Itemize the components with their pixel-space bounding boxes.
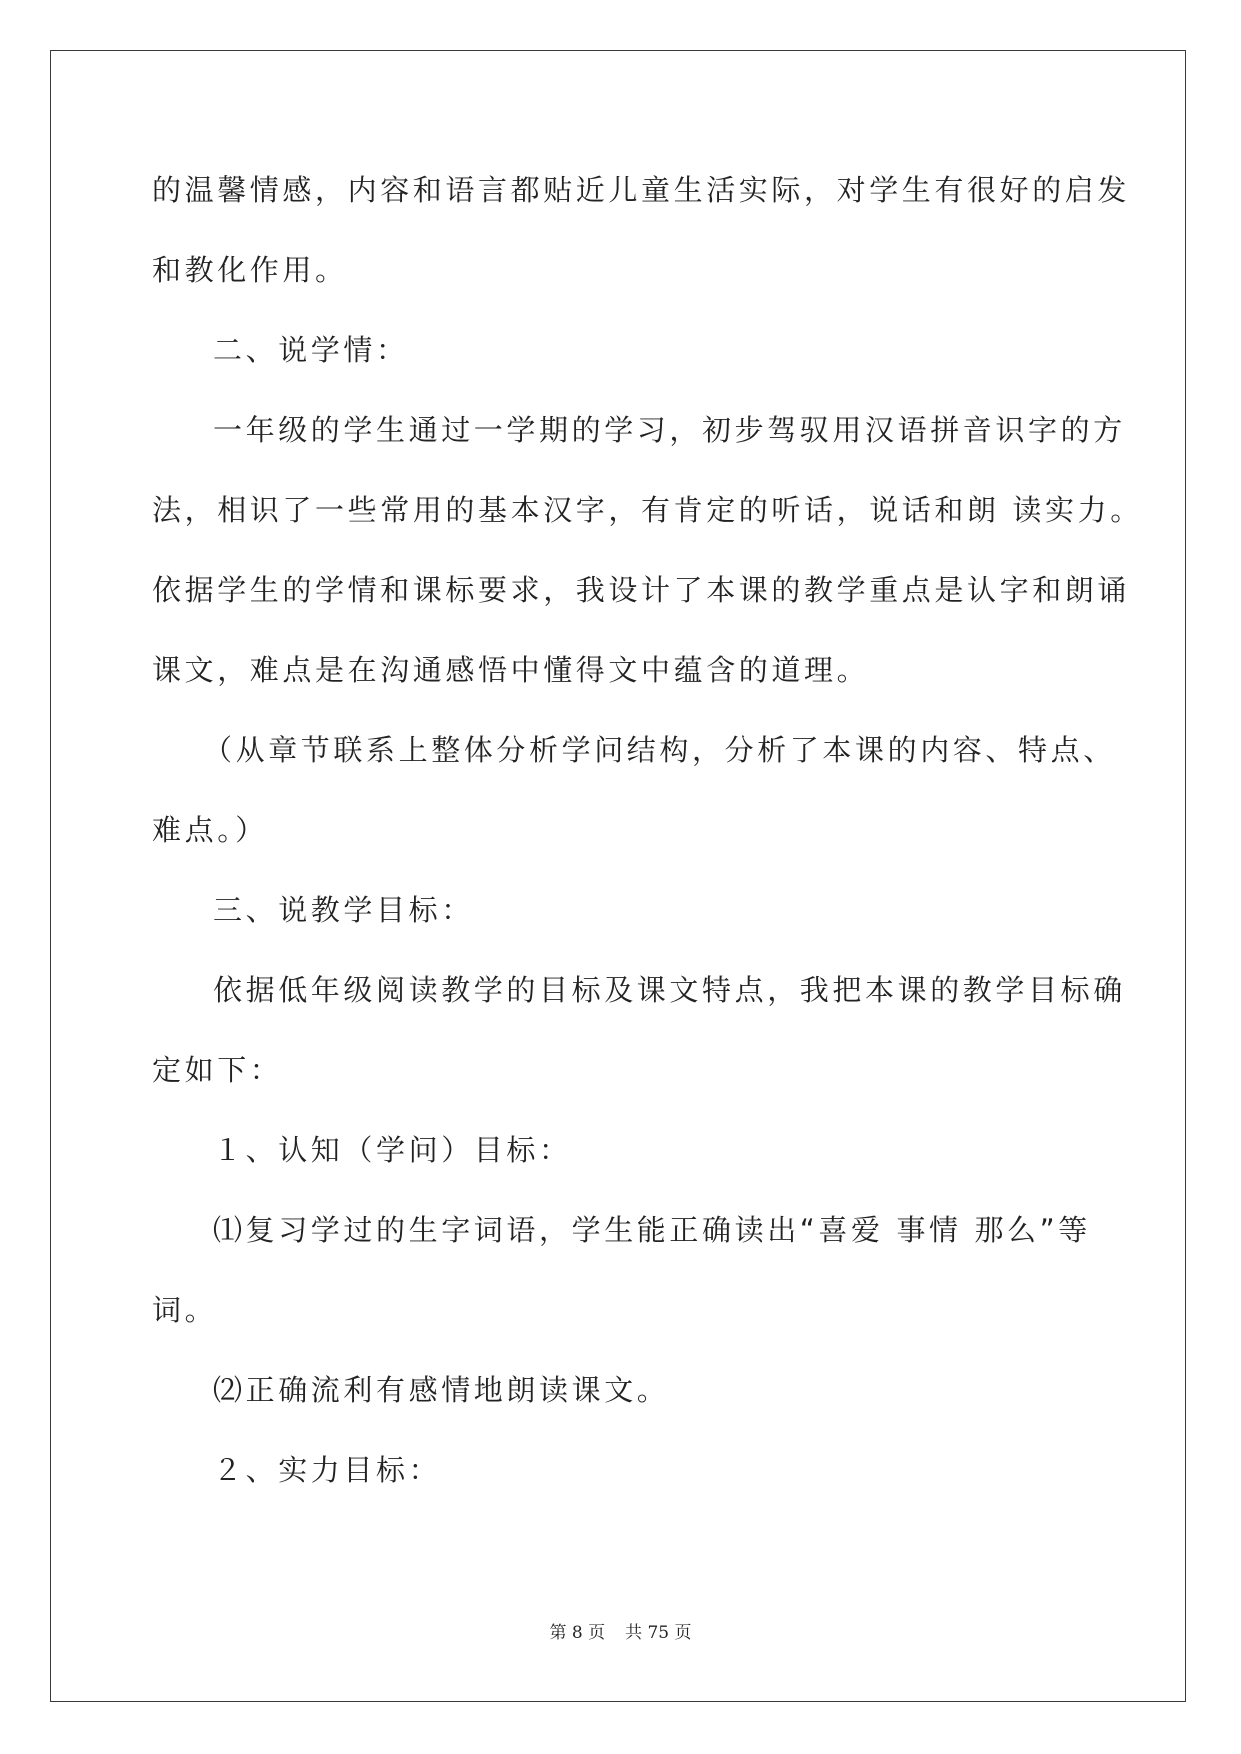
list-item-line: 词。	[152, 1293, 218, 1327]
list-item-line: ⑴复习学过的生字词语，学生能正确读出“喜爱 事情 那么”等	[213, 1213, 1091, 1247]
body-line: 的温馨情感，内容和语言都贴近儿童生活实际，对学生有很好的启发	[152, 173, 1131, 207]
body-line: 和教化作用。	[152, 253, 348, 287]
section-heading-teaching-goals: 三、说教学目标：	[213, 893, 474, 927]
body-line: （从章节联系上整体分析学问结构，分析了本课的内容、特点、	[203, 733, 1116, 767]
body-line: 定如下：	[152, 1053, 283, 1087]
body-line: 依据学生的学情和课标要求，我设计了本课的教学重点是认字和朗诵	[152, 573, 1131, 607]
page-number: 第 8 页	[549, 1623, 606, 1643]
subheading-cognitive-goal: １、认知（学问）目标：	[213, 1133, 572, 1167]
section-heading-learning-situation: 二、说学情：	[213, 333, 409, 367]
body-line: 课文，难点是在沟通感悟中懂得文中蕴含的道理。	[152, 653, 870, 687]
page-footer	[0, 1622, 1241, 1644]
body-line: 依据低年级阅读教学的目标及课文特点，我把本课的教学目标确	[213, 973, 1126, 1007]
body-line: 一年级的学生通过一学期的学习，初步驾驭用汉语拼音识字的方	[213, 413, 1126, 447]
body-line: 法，相识了一些常用的基本汉字，有肯定的听话，说话和朗 读实力。	[152, 493, 1143, 527]
body-line: 难点。）	[152, 813, 268, 847]
subheading-ability-goal: ２、实力目标：	[213, 1453, 442, 1487]
list-item-line: ⑵正确流利有感情地朗读课文。	[213, 1373, 670, 1407]
page-total: 共 75 页	[625, 1623, 692, 1643]
